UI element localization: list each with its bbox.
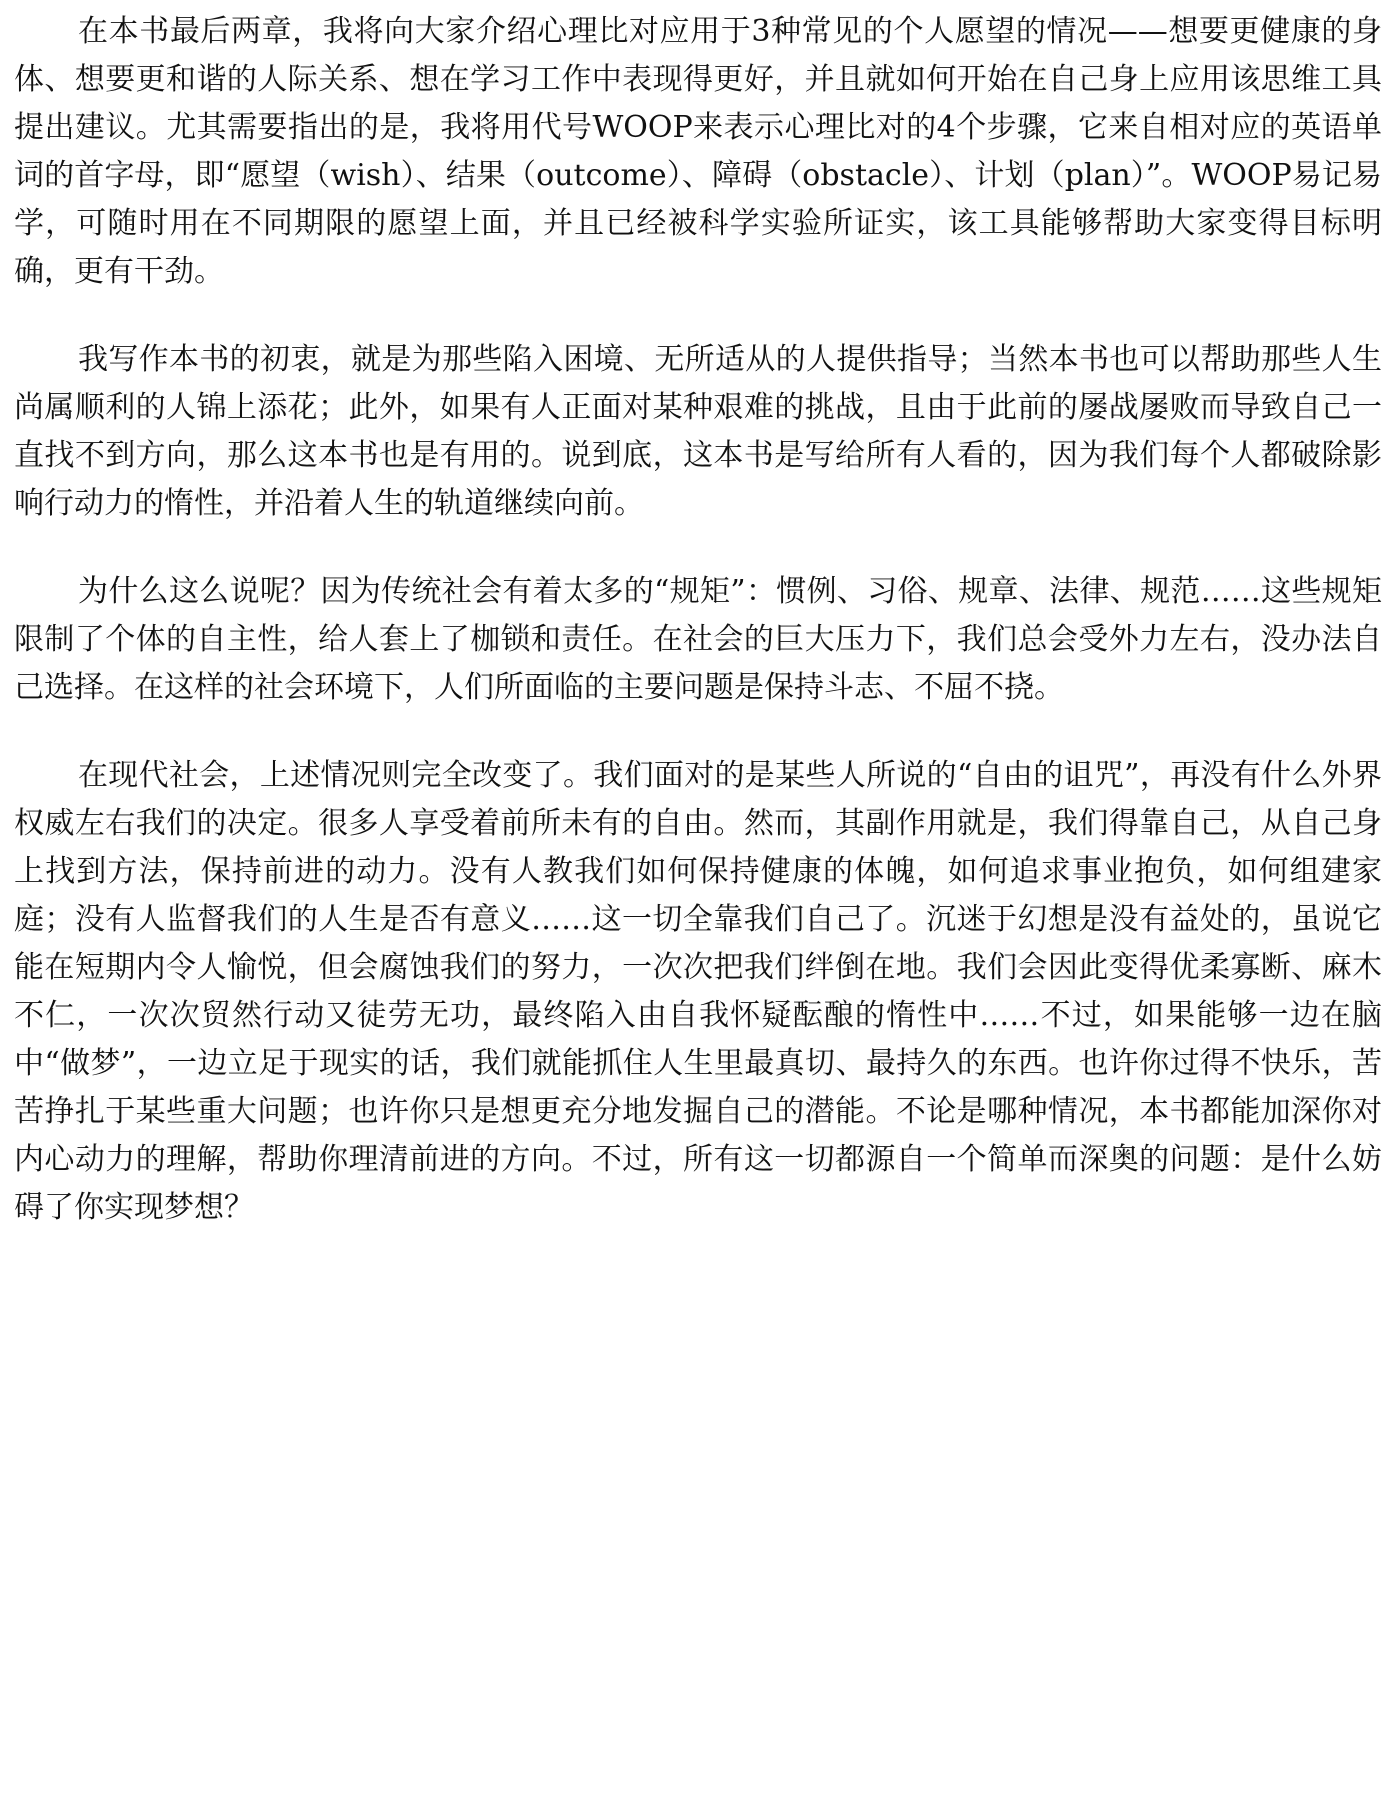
paragraph: 在现代社会，上述情况则完全改变了。我们面对的是某些人所说的“自由的诅咒”，再没有什么外界权威左右我们的决定。很多人享受着前所未有的自由。然而，其副作用就是，我们得靠自己，从自己身上找到方法，保持前进的动力。没有人教我们如何保持健康的体魄，如何追求事业抱负，如何组建家庭；没有人监督我们的人生是否有意义……这一切全靠我们自己了。沉迷于幻想是没有益处的，虽说它能在短期内令人愉悦，但会腐蚀我们的努力，一次次把我们绊倒在地。我们会因此变得优柔寡断、麻木不仁，一次次贸然行动又徒劳无功，最终陷入由自我怀疑酝酿的惰性中……不过，如果能够一边在脑中“做梦”，一边立足于现实的话，我们就能抓住人生里最真切、最持久的东西。也许你过得不快乐，苦苦挣扎于某些重大问题；也许你只是想更充分地发掘自己的潜能。不论是哪种情况，本书都能加深你对内心动力的理解，帮助你理清前进的方向。不过，所有这一切都源自一个简单而深奥的问题：是什么妨碍了你实现梦想？ [14,758,1382,1225]
paragraph: 我写作本书的初衷，就是为那些陷入困境、无所适从的人提供指导；当然本书也可以帮助那些人生尚属顺利的人锦上添花；此外，如果有人正面对某种艰难的挑战，且由于此前的屡战屡败而导致自己一直找不到方向，那么这本书也是有用的。说到底，这本书是写给所有人看的，因为我们每个人都破除影响行动力的惰性，并沿着人生的轨道继续向前。 [14,342,1382,521]
document-page [14,8,1382,1232]
paragraph: 为什么这么说呢？因为传统社会有着太多的“规矩”：惯例、习俗、规章、法律、规范……这些规矩限制了个体的自主性，给人套上了枷锁和责任。在社会的巨大压力下，我们总会受外力左右，没办法自己选择。在这样的社会环境下，人们所面临的主要问题是保持斗志、不屈不挠。 [14,574,1382,705]
paragraph: 在本书最后两章，我将向大家介绍心理比对应用于3种常见的个人愿望的情况——想要更健康的身体、想要更和谐的人际关系、想在学习工作中表现得更好，并且就如何开始在自己身上应用该思维工具提出建议。尤其需要指出的是，我将用代号WOOP来表示心理比对的4个步骤，它来自相对应的英语单词的首字母，即“愿望（wish）、结果（outcome）、障碍（obstacle）、计划（plan）”。WOOP易记易学，可随时用在不同期限的愿望上面，并且已经被科学实验所证实，该工具能够帮助大家变得目标明确，更有干劲。 [14,14,1382,289]
